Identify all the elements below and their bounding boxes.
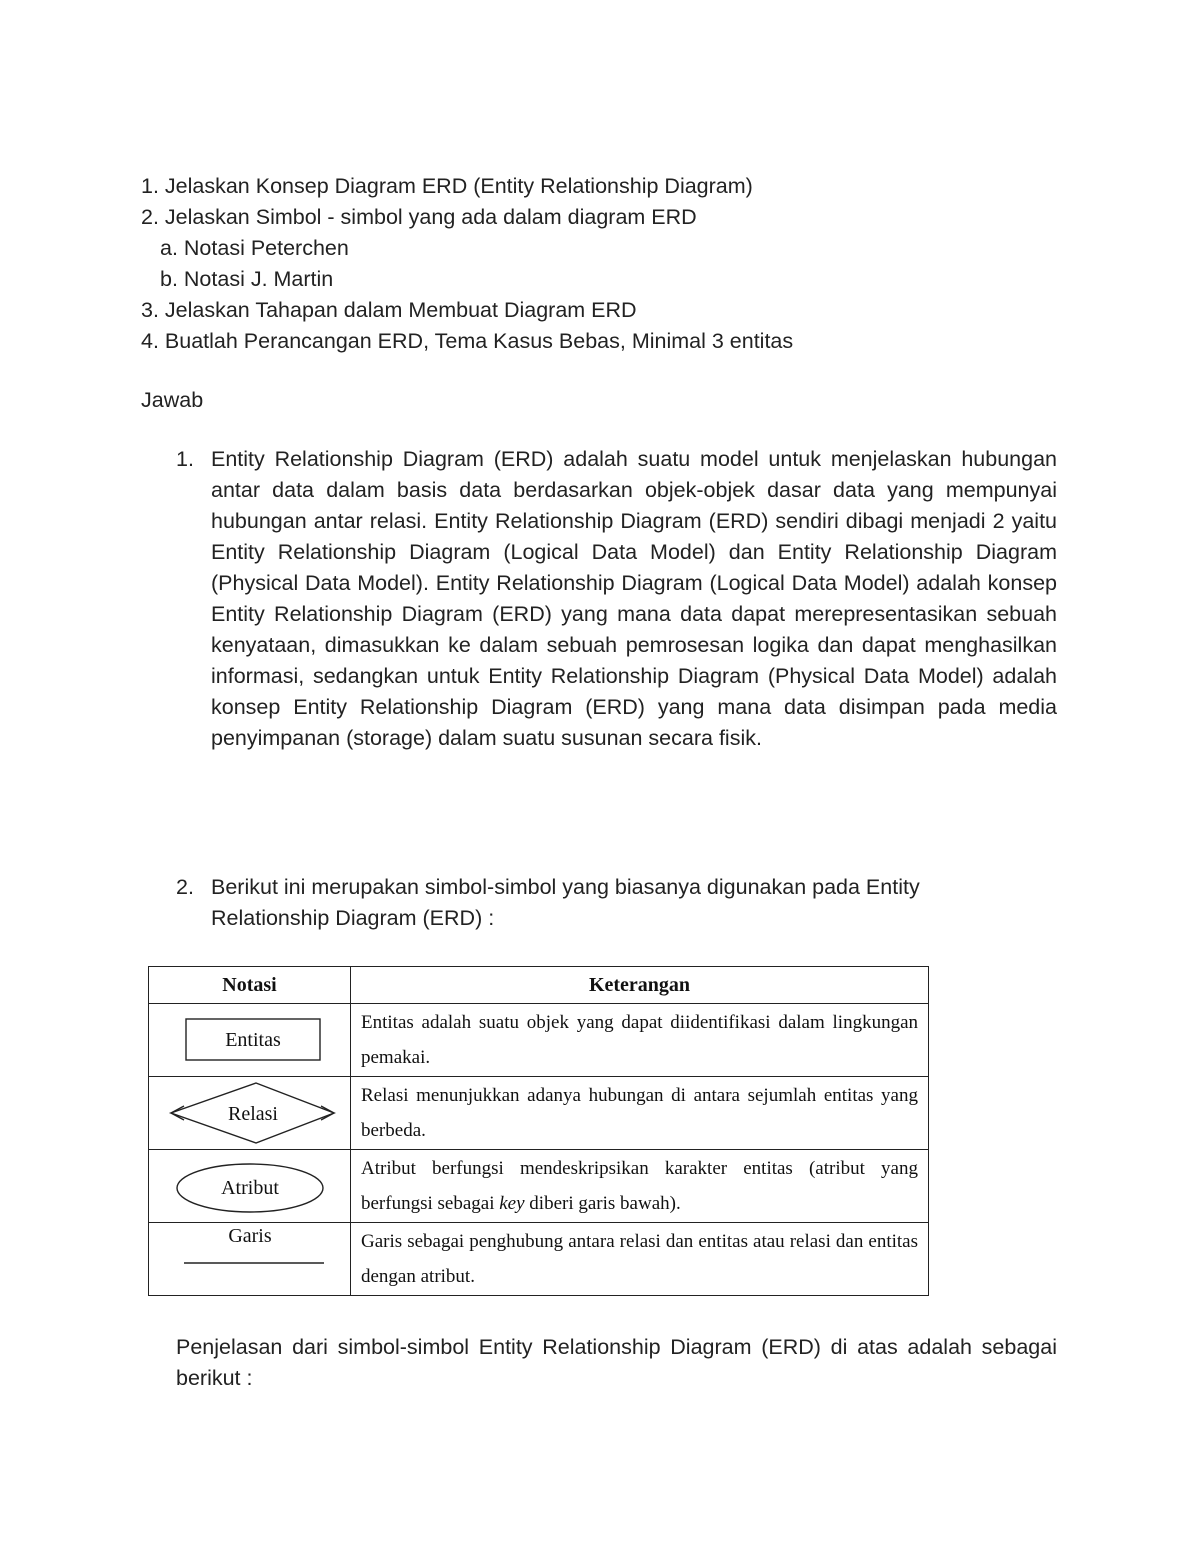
relation-symbol-label: Relasi [228,1103,278,1125]
relation-symbol-cell [149,1077,351,1150]
question-2a: a. Notasi Peterchen [160,236,349,260]
table-header-row [149,967,929,1004]
line-symbol-label: Garis [228,1225,272,1247]
question-list [141,171,1121,357]
question-4: 4. Buatlah Perancangan ERD, Tema Kasus Bebas, Minimal 3 entitas [141,329,794,353]
entity-symbol-cell [149,1004,351,1077]
attribute-desc-part-1: Atribut berfungsi mendeskripsikan karakter entitas (atribut yang berfungsi sebagai [361,1158,918,1214]
line-symbol-cell [149,1223,351,1296]
table-row [149,1004,929,1077]
table-row [149,1223,929,1296]
attribute-description-text [361,1150,918,1221]
answer-2-text: Berikut ini merupakan simbol-simbol yang biasanya digunakan pada Entity Relationship Diagram (ERD) : [211,875,920,930]
erd-notation-table [148,966,929,1296]
attribute-symbol-label: Atribut [221,1177,279,1199]
attribute-desc-key: key [499,1193,525,1214]
entity-rectangle-symbol [149,1004,350,1076]
answer-1-number: 1. [176,447,194,471]
answer-heading: Jawab [141,388,204,412]
entity-symbol-label: Entitas [225,1029,281,1051]
question-2: 2. Jelaskan Simbol - simbol yang ada dalam diagram ERD [141,205,697,229]
explanation-paragraph: Penjelasan dari simbol-simbol Entity Relationship Diagram (ERD) di atas adalah sebagai berikut : [176,1335,1057,1390]
question-2b: b. Notasi J. Martin [160,267,334,291]
line-symbol [149,1223,350,1295]
relation-description [351,1077,929,1150]
relation-description-text: Relasi menunjukkan adanya hubungan di antara sejumlah entitas yang berbeda. [361,1085,918,1141]
question-1: 1. Jelaskan Konsep Diagram ERD (Entity Relationship Diagram) [141,174,753,198]
entity-description-text: Entitas adalah suatu objek yang dapat diidentifikasi dalam lingkungan pemakai. [361,1012,918,1068]
attribute-description [351,1150,929,1223]
header-keterangan: Keterangan [351,967,929,1004]
entity-description [351,1004,929,1077]
table-row [149,1077,929,1150]
attribute-symbol-cell [149,1150,351,1223]
line-description-text: Garis sebagai penghubung antara relasi dan entitas atau relasi dan entitas dengan atribut. [361,1231,918,1287]
relation-diamond-symbol [149,1077,350,1149]
header-notasi: Notasi [149,967,351,1004]
attribute-desc-part-2: diberi garis bawah). [524,1193,681,1214]
attribute-ellipse-symbol [149,1150,350,1222]
line-description [351,1223,929,1296]
answer-2-number: 2. [176,875,194,899]
question-3: 3. Jelaskan Tahapan dalam Membuat Diagram ERD [141,298,637,322]
answer-1-text: Entity Relationship Diagram (ERD) adalah suatu model untuk menjelaskan hubungan antar data dalam basis data berdasarkan objek-objek dasar data yang mempunyai hubungan antar relasi. Entity Relationship Diagram (ERD) sendiri dibagi menjadi 2 yaitu Entity Relationship Diagram (Logical Data Model) dan Entity Relationship Diagram (Physical Data Model). Entity Relationship Diagram (Logical Data Model) adalah konsep Entity Relationship Diagram (ERD) yang mana data dapat merepresentasikan sebuah kenyataan, dimasukkan ke dalam sebuah pemrosesan logika dan dapat menghasilkan informasi, sedangkan untuk Entity Relationship Diagram (Physical Data Model) adalah konsep Entity Relationship Diagram (ERD) yang mana data disimpan pada media penyimpanan (storage) dalam suatu susunan secara fisik. [211,447,1057,750]
table-row [149,1150,929,1223]
